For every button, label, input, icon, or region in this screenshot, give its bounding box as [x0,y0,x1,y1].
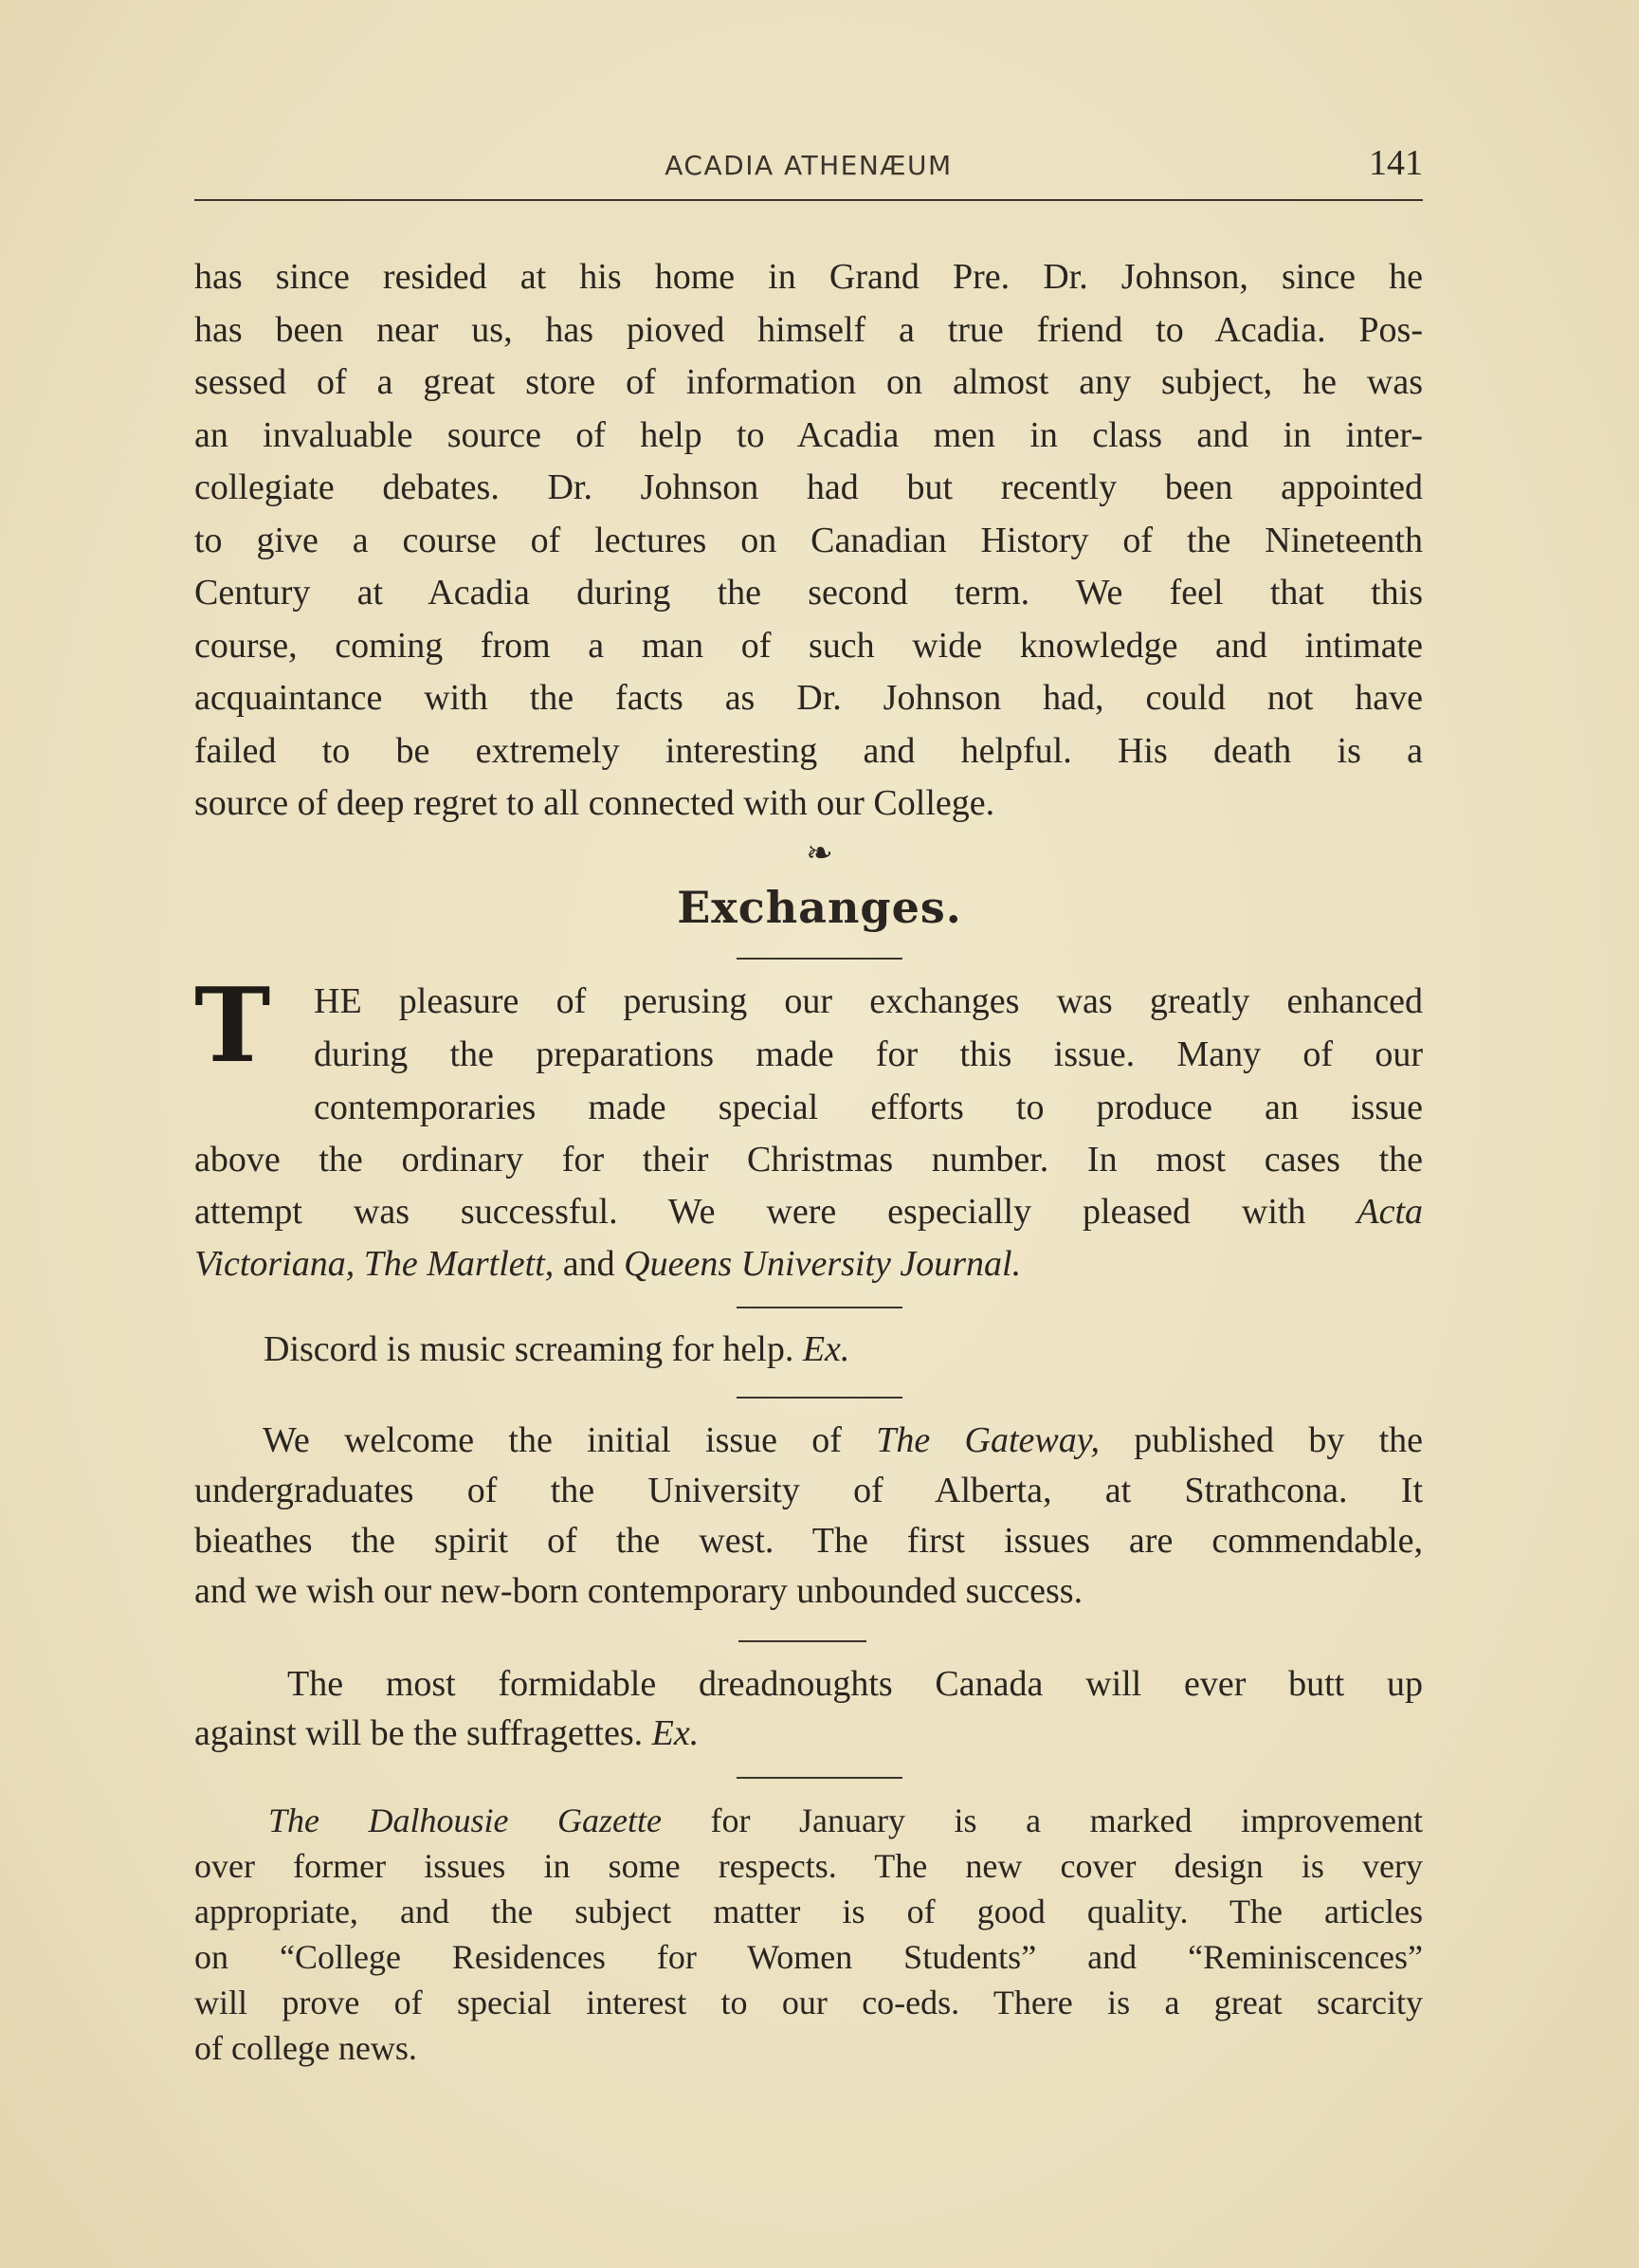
text-line: over former issues in some respects. The new cover design is very [194,1847,1423,1885]
text-line: HE pleasure of perusing our exchanges was greatly enhanced [314,981,1423,1021]
discord-item [264,1326,849,1373]
text-line: course, coming from a man of such wide knowledge and intimate [194,625,1423,666]
text-line: collegiate debates. Dr. Johnson had but recently been appointed [194,467,1423,507]
text-line: above the ordinary for their Christmas number. In most cases the [194,1140,1423,1180]
text-span: attempt was successful. We were especially pleased with [194,1192,1306,1232]
section-rule [737,958,902,960]
text-line: and we wish our new-born contemporary unbounded success. [194,1571,1084,1611]
header-rule [194,199,1423,201]
text-line: undergraduates of the University of Alberta, at Strathcona. It [194,1471,1423,1510]
text-span: for January is a marked improvement [710,1802,1423,1839]
source-attribution: Ex. [651,1713,700,1753]
publication-title: The Dalhousie Gazette [268,1802,663,1839]
divider-rule [738,1640,866,1642]
publication-title: The Gateway, [876,1420,1100,1460]
text-line: an invaluable source of help to Acadia men in class and in inter- [194,414,1423,455]
dreadnoughts-paragraph [194,1659,1423,1758]
section-heading: Exchanges. [677,882,962,933]
text-span: published by the [1134,1420,1424,1460]
text-line: acquaintance with the facts as Dr. Johnson had, could not have [194,678,1423,718]
text-line [194,1798,1423,1843]
publication-title: Victoriana, The Martlett, [194,1244,555,1284]
divider-rule [737,1307,902,1308]
text-line: Century at Acadia during the second term. We feel that this [194,573,1423,613]
leaf-ornament-icon: ❧ [806,834,833,872]
text-span: against will be the suffragettes. [194,1713,644,1753]
exchanges-intro-indented [314,975,1423,1134]
gateway-paragraph [194,1416,1423,1617]
text-line: bieathes the spirit of the west. The first issues are commendable, [194,1521,1423,1561]
text-line: to give a course of lectures on Canadian History of the Nineteenth [194,520,1423,560]
text-line: has been near us, has pioved himself a true friend to Acadia. Pos- [194,309,1423,350]
text-span: Discord is music screaming for help. [264,1329,794,1369]
text-line: on “College Residences for Women Students” and “Reminiscences” [194,1938,1423,1976]
text-line: failed to be extremely interesting and helpful. His death is a [194,730,1423,771]
text-line [194,1186,1423,1238]
text-line: sessed of a great store of information on almost any subject, he was [194,362,1423,402]
text-line: of college news. [194,2029,417,2067]
text-line [194,1709,1423,1758]
text-line: source of deep regret to all connected with our College. [194,783,995,823]
text-line: contemporaries made special efforts to produce an issue [314,1088,1423,1127]
text-line [194,1416,1423,1466]
text-line: during the preparations made for this issue. Many of our [314,1034,1423,1074]
publication-title: Acta [1357,1192,1423,1232]
page-number: 141 [1369,143,1423,183]
text-line: will prove of special interest to our co-eds. There is a great scarcity [194,1984,1423,2021]
text-span: We welcome the initial issue of [263,1420,842,1460]
page-header [194,140,1423,197]
text-line: The most formidable dreadnoughts Canada will ever butt up [287,1664,1423,1704]
divider-rule [737,1397,902,1399]
obituary-paragraph [194,251,1423,831]
text-line: appropriate, and the subject matter is of good quality. The articles [194,1893,1423,1930]
publication-title: Queens University Journal. [624,1244,1022,1284]
source-attribution: Ex. [802,1329,850,1369]
dalhousie-paragraph [194,1798,1423,2071]
exchanges-intro-paragraph [194,1134,1423,1290]
text-line [194,1238,1423,1290]
running-title: ACADIA ATHENÆUM [665,150,953,181]
divider-rule [737,1777,902,1779]
text-line: has since resided at his home in Grand Pre. Dr. Johnson, since he [194,257,1423,297]
drop-cap: T [194,966,271,1086]
text-span: and [562,1244,615,1284]
